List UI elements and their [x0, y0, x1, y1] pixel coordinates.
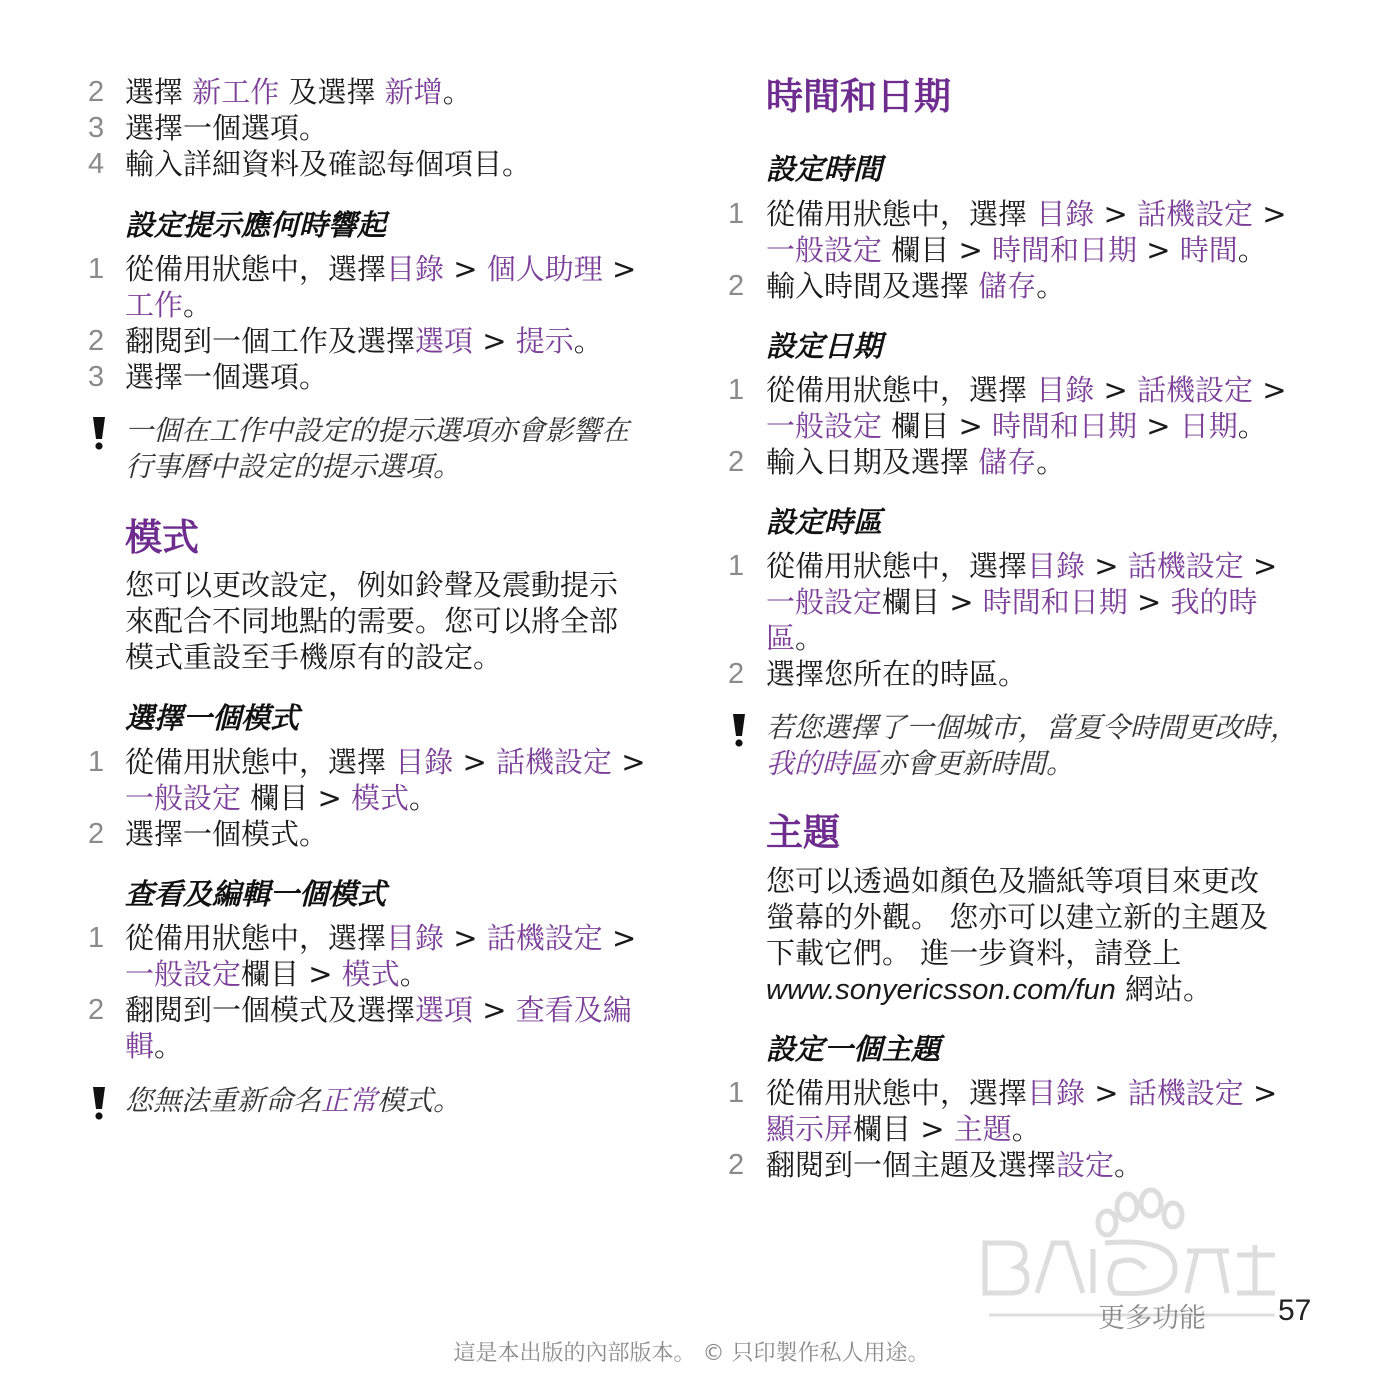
text-segment: 欄目 > — [241, 781, 351, 815]
text-segment: 及選擇 — [279, 75, 385, 109]
subheading-reminder: 設定提示應何時響起 — [125, 208, 387, 242]
menu-path-link[interactable]: 區 — [766, 621, 796, 655]
step-text — [125, 920, 688, 956]
menu-path-link[interactable]: 一般設定 — [766, 409, 883, 443]
step-text — [125, 1028, 688, 1064]
text-segment: 從備用狀態中，選擇 — [766, 373, 1037, 407]
step-line — [88, 251, 688, 287]
text-segment: 。 — [1011, 1112, 1041, 1146]
exclamation-icon — [728, 712, 750, 748]
note-time-zone-line-1 — [766, 710, 1348, 746]
step-line — [88, 992, 688, 1028]
step-text — [125, 110, 688, 146]
step-number: 2 — [88, 994, 105, 1026]
text-segment: 翻閱到一個主題及選擇 — [766, 1148, 1057, 1182]
menu-path-link[interactable]: 我的時區 — [766, 747, 879, 780]
footer-legal-notice: 這是本出版的內部版本。 © 只印製作私人用途。 — [453, 1341, 930, 1366]
website-url: www.sonyericsson.com/fun — [766, 974, 1116, 1006]
note-time-zone — [728, 710, 1348, 782]
text-segment: 從備用狀態中，選擇 — [125, 745, 396, 779]
text-segment: 輸入日期及選擇 — [766, 445, 979, 479]
footer-section-label: 更多功能 — [1098, 1303, 1206, 1334]
step-number: 1 — [728, 550, 745, 582]
step-number: 2 — [728, 658, 745, 690]
step-text — [125, 956, 688, 992]
text-segment: 。 — [573, 324, 603, 358]
text-segment: 。 — [1114, 1148, 1144, 1182]
step-text — [766, 372, 1348, 408]
menu-path-link[interactable]: 個人助理 — [486, 252, 603, 286]
step-line — [728, 584, 1348, 620]
menu-path-link[interactable]: 一般設定 — [125, 957, 242, 991]
step-text — [125, 992, 688, 1028]
text-segment: 從備用狀態中，選擇 — [125, 921, 387, 955]
menu-path-link[interactable]: 目錄 — [386, 252, 445, 286]
menu-path-link[interactable]: 儲存 — [978, 269, 1037, 303]
text-segment: > — [1094, 197, 1137, 231]
step-number: 2 — [728, 270, 745, 302]
menu-path-link[interactable]: 一般設定 — [766, 233, 883, 267]
paragraph-line: 下載它們。 進一步資料，請登上 — [766, 936, 1182, 970]
text-segment: 。 — [399, 957, 429, 991]
subheading-set-theme: 設定一個主題 — [766, 1032, 941, 1066]
step-number: 2 — [88, 76, 105, 108]
page-number: 57 — [1278, 1294, 1312, 1327]
text-segment: > — [1253, 373, 1287, 407]
step-line — [728, 1147, 1348, 1183]
step-text — [766, 1075, 1348, 1111]
step-text — [766, 656, 1348, 692]
step-line — [88, 74, 688, 110]
step-text — [766, 1111, 1348, 1147]
text-segment: 。 — [183, 288, 213, 322]
menu-path-link[interactable]: 話機設定 — [495, 745, 612, 779]
step-number: 3 — [88, 361, 105, 393]
step-line — [728, 232, 1348, 268]
step-text — [766, 1147, 1348, 1183]
menu-path-link[interactable]: 時間和日期 — [982, 585, 1128, 619]
paragraph-line: 模式重設至手機原有的設定。 — [125, 640, 503, 674]
text-segment: > — [473, 324, 516, 358]
step-line — [88, 359, 688, 395]
text-segment: > — [444, 252, 487, 286]
note-reminder — [88, 413, 688, 485]
text-segment: 選擇您所在的時區。 — [766, 657, 1028, 691]
text-segment: > — [1094, 373, 1137, 407]
note-reminder-line-1: 一個在工作中設定的提示選項亦會影響在 — [125, 414, 630, 447]
step-line — [728, 444, 1348, 480]
text-segment: > — [453, 745, 496, 779]
step-number: 1 — [88, 746, 105, 778]
text-segment: 欄目 > — [882, 409, 992, 443]
step-line — [728, 372, 1348, 408]
menu-path-link[interactable]: 目錄 — [386, 921, 445, 955]
text-segment: > — [1253, 197, 1287, 231]
step-number: 1 — [728, 198, 745, 230]
step-line — [728, 196, 1348, 232]
step-text — [125, 744, 688, 780]
step-number: 1 — [88, 922, 105, 954]
text-segment: 。 — [154, 1029, 184, 1063]
step-line — [88, 1028, 688, 1064]
paragraph-line: 螢幕的外觀。 您亦可以建立新的主題及 — [766, 900, 1269, 934]
menu-path-link[interactable]: 一般設定 — [766, 585, 883, 619]
text-segment: 選擇一個選項。 — [125, 360, 329, 394]
step-text — [125, 74, 688, 110]
menu-path-link[interactable]: 模式 — [341, 957, 400, 991]
text-segment: 欄目 > — [853, 1112, 954, 1146]
note-rename-line — [125, 1083, 688, 1119]
menu-path-link[interactable]: 時間和日期 — [991, 233, 1137, 267]
step-number: 3 — [88, 112, 105, 144]
section-title-profiles: 模式 — [125, 516, 199, 559]
step-number: 2 — [728, 1149, 745, 1181]
step-line — [728, 1111, 1348, 1147]
menu-path-link[interactable]: 工作 — [125, 288, 184, 322]
step-line — [88, 816, 688, 852]
step-number: 2 — [88, 818, 105, 850]
exclamation-icon — [88, 415, 110, 451]
menu-path-link[interactable]: 設定 — [1056, 1148, 1115, 1182]
text-segment: > — [612, 745, 646, 779]
menu-path-link[interactable]: 目錄 — [1036, 373, 1095, 407]
text-segment: 。 — [409, 781, 439, 815]
text-segment: 。 — [1036, 445, 1066, 479]
text-segment: > — [602, 921, 637, 955]
step-number: 1 — [88, 253, 105, 285]
note-rename — [88, 1083, 688, 1119]
menu-path-link[interactable]: 輯 — [125, 1029, 155, 1063]
subheading-select-profile: 選擇一個模式 — [125, 701, 300, 735]
text-segment: 從備用狀態中，選擇 — [766, 549, 1028, 583]
text-segment: 。 — [1237, 233, 1267, 267]
menu-path-link[interactable]: 提示 — [515, 324, 574, 358]
step-text — [125, 251, 688, 287]
step-text — [766, 232, 1348, 268]
text-segment: > — [1137, 233, 1180, 267]
step-line — [728, 1075, 1348, 1111]
step-line — [88, 287, 688, 323]
menu-path-link[interactable]: 顯示屏 — [766, 1112, 854, 1146]
menu-path-link[interactable]: 查看及編 — [515, 993, 632, 1027]
menu-path-link[interactable]: 一般設定 — [125, 781, 242, 815]
step-text — [766, 584, 1348, 620]
step-line — [728, 268, 1348, 304]
exclamation-icon — [88, 1085, 110, 1121]
menu-path-link[interactable]: 話機設定 — [1136, 373, 1253, 407]
paragraph-line: 您可以透過如顏色及牆紙等項目來更改 — [766, 864, 1260, 898]
text-segment: 您無法重新命名 — [125, 1084, 322, 1117]
step-number: 2 — [728, 446, 745, 478]
menu-path-link[interactable]: 目錄 — [1036, 197, 1095, 231]
paragraph-profiles — [125, 567, 688, 675]
menu-path-link[interactable]: 目錄 — [1027, 549, 1086, 583]
step-number: 4 — [88, 148, 105, 180]
step-text — [125, 359, 688, 395]
paragraph-line: 來配合不同地點的需要。您可以將全部 — [125, 604, 619, 638]
text-segment: > — [602, 252, 637, 286]
step-line — [728, 620, 1348, 656]
menu-path-link[interactable]: 話機設定 — [1127, 1076, 1244, 1110]
subheading-view-edit-profile: 查看及編輯一個模式 — [125, 877, 387, 911]
text-segment: 若您選擇了一個城市，當夏令時間更改時， — [766, 711, 1299, 744]
step-line — [728, 656, 1348, 692]
menu-path-link[interactable]: 模式 — [350, 781, 409, 815]
menu-path-link[interactable]: 正常 — [321, 1084, 378, 1117]
step-line — [88, 323, 688, 359]
menu-path-link[interactable]: 新工作 — [192, 75, 280, 109]
text-segment: 。 — [795, 621, 825, 655]
note-reminder-line-2: 行事曆中設定的提示選項。 — [125, 450, 462, 483]
text-segment: > — [1127, 585, 1171, 619]
menu-path-link[interactable]: 目錄 — [395, 745, 454, 779]
text-segment: 輸入時間及選擇 — [766, 269, 979, 303]
text-segment: > — [1085, 549, 1128, 583]
text-segment: 選擇一個模式。 — [125, 817, 329, 851]
paragraph-themes — [766, 863, 1348, 1008]
text-segment: 欄目 > — [882, 585, 983, 619]
step-line — [728, 408, 1348, 444]
step-text — [125, 780, 688, 816]
menu-path-link[interactable]: 日期 — [1179, 409, 1238, 443]
text-segment: 模式。 — [377, 1084, 462, 1117]
text-segment: 輸入詳細資料及確認每個項目。 — [125, 147, 532, 181]
step-text — [766, 268, 1348, 304]
paragraph-line: 您可以更改設定，例如鈴聲及震動提示 — [125, 568, 619, 602]
menu-path-link[interactable]: 時間 — [1179, 233, 1238, 267]
menu-path-link[interactable]: 時間和日期 — [991, 409, 1137, 443]
step-number: 2 — [88, 325, 105, 357]
step-line — [728, 548, 1348, 584]
text-segment: 從備用狀態中，選擇 — [766, 1076, 1028, 1110]
text-segment: 從備用狀態中，選擇 — [766, 197, 1037, 231]
text-segment: 欄目 > — [882, 233, 992, 267]
text-segment: 。 — [1237, 409, 1267, 443]
step-line — [88, 110, 688, 146]
text-segment: 翻閱到一個模式及選擇 — [125, 993, 416, 1027]
note-time-zone-line-2 — [766, 746, 1348, 782]
subheading-set-time-zone: 設定時區 — [766, 505, 883, 539]
menu-path-link[interactable]: 話機設定 — [1136, 197, 1253, 231]
step-text — [125, 146, 688, 182]
step-text — [766, 444, 1348, 480]
text-segment: 選擇 — [125, 75, 193, 109]
text-segment: 選擇一個選項。 — [125, 111, 329, 145]
menu-path-link[interactable]: 主題 — [953, 1112, 1012, 1146]
text-segment: 。 — [1036, 269, 1066, 303]
step-text — [125, 816, 688, 852]
step-text — [766, 620, 1348, 656]
step-line — [88, 780, 688, 816]
step-line — [88, 146, 688, 182]
text-segment: 翻閱到一個工作及選擇 — [125, 324, 416, 358]
step-text — [766, 196, 1348, 232]
paragraph-line-url — [766, 971, 1348, 1008]
menu-path-link[interactable]: 儲存 — [978, 445, 1037, 479]
section-title-time-date: 時間和日期 — [766, 75, 951, 118]
step-text — [125, 323, 688, 359]
step-text — [766, 408, 1348, 444]
website-suffix: 網站。 — [1115, 972, 1212, 1006]
menu-path-link[interactable]: 選項 — [415, 993, 474, 1027]
menu-path-link[interactable]: 目錄 — [1027, 1076, 1086, 1110]
step-number: 1 — [728, 374, 745, 406]
text-segment: 。 — [442, 75, 472, 109]
subheading-set-time: 設定時間 — [766, 152, 883, 186]
text-segment: > — [1243, 549, 1278, 583]
step-number: 1 — [728, 1077, 745, 1109]
step-text — [125, 287, 688, 323]
menu-path-link[interactable]: 選項 — [415, 324, 474, 358]
menu-path-link[interactable]: 話機設定 — [486, 921, 603, 955]
text-segment: > — [473, 993, 516, 1027]
step-line — [88, 744, 688, 780]
text-segment: 亦會更新時間。 — [878, 747, 1075, 780]
text-segment: 從備用狀態中，選擇 — [125, 252, 387, 286]
menu-path-link[interactable]: 話機設定 — [1127, 549, 1244, 583]
text-segment: > — [444, 921, 487, 955]
text-segment: > — [1137, 409, 1180, 443]
step-line — [88, 956, 688, 992]
section-title-themes: 主題 — [766, 811, 840, 854]
menu-path-link[interactable]: 我的時 — [1170, 585, 1258, 619]
text-segment: > — [1085, 1076, 1128, 1110]
step-text — [766, 548, 1348, 584]
text-segment: 欄目 > — [241, 957, 342, 991]
subheading-set-date: 設定日期 — [766, 329, 883, 363]
step-line — [88, 920, 688, 956]
text-segment: > — [1243, 1076, 1278, 1110]
menu-path-link[interactable]: 新增 — [384, 75, 443, 109]
